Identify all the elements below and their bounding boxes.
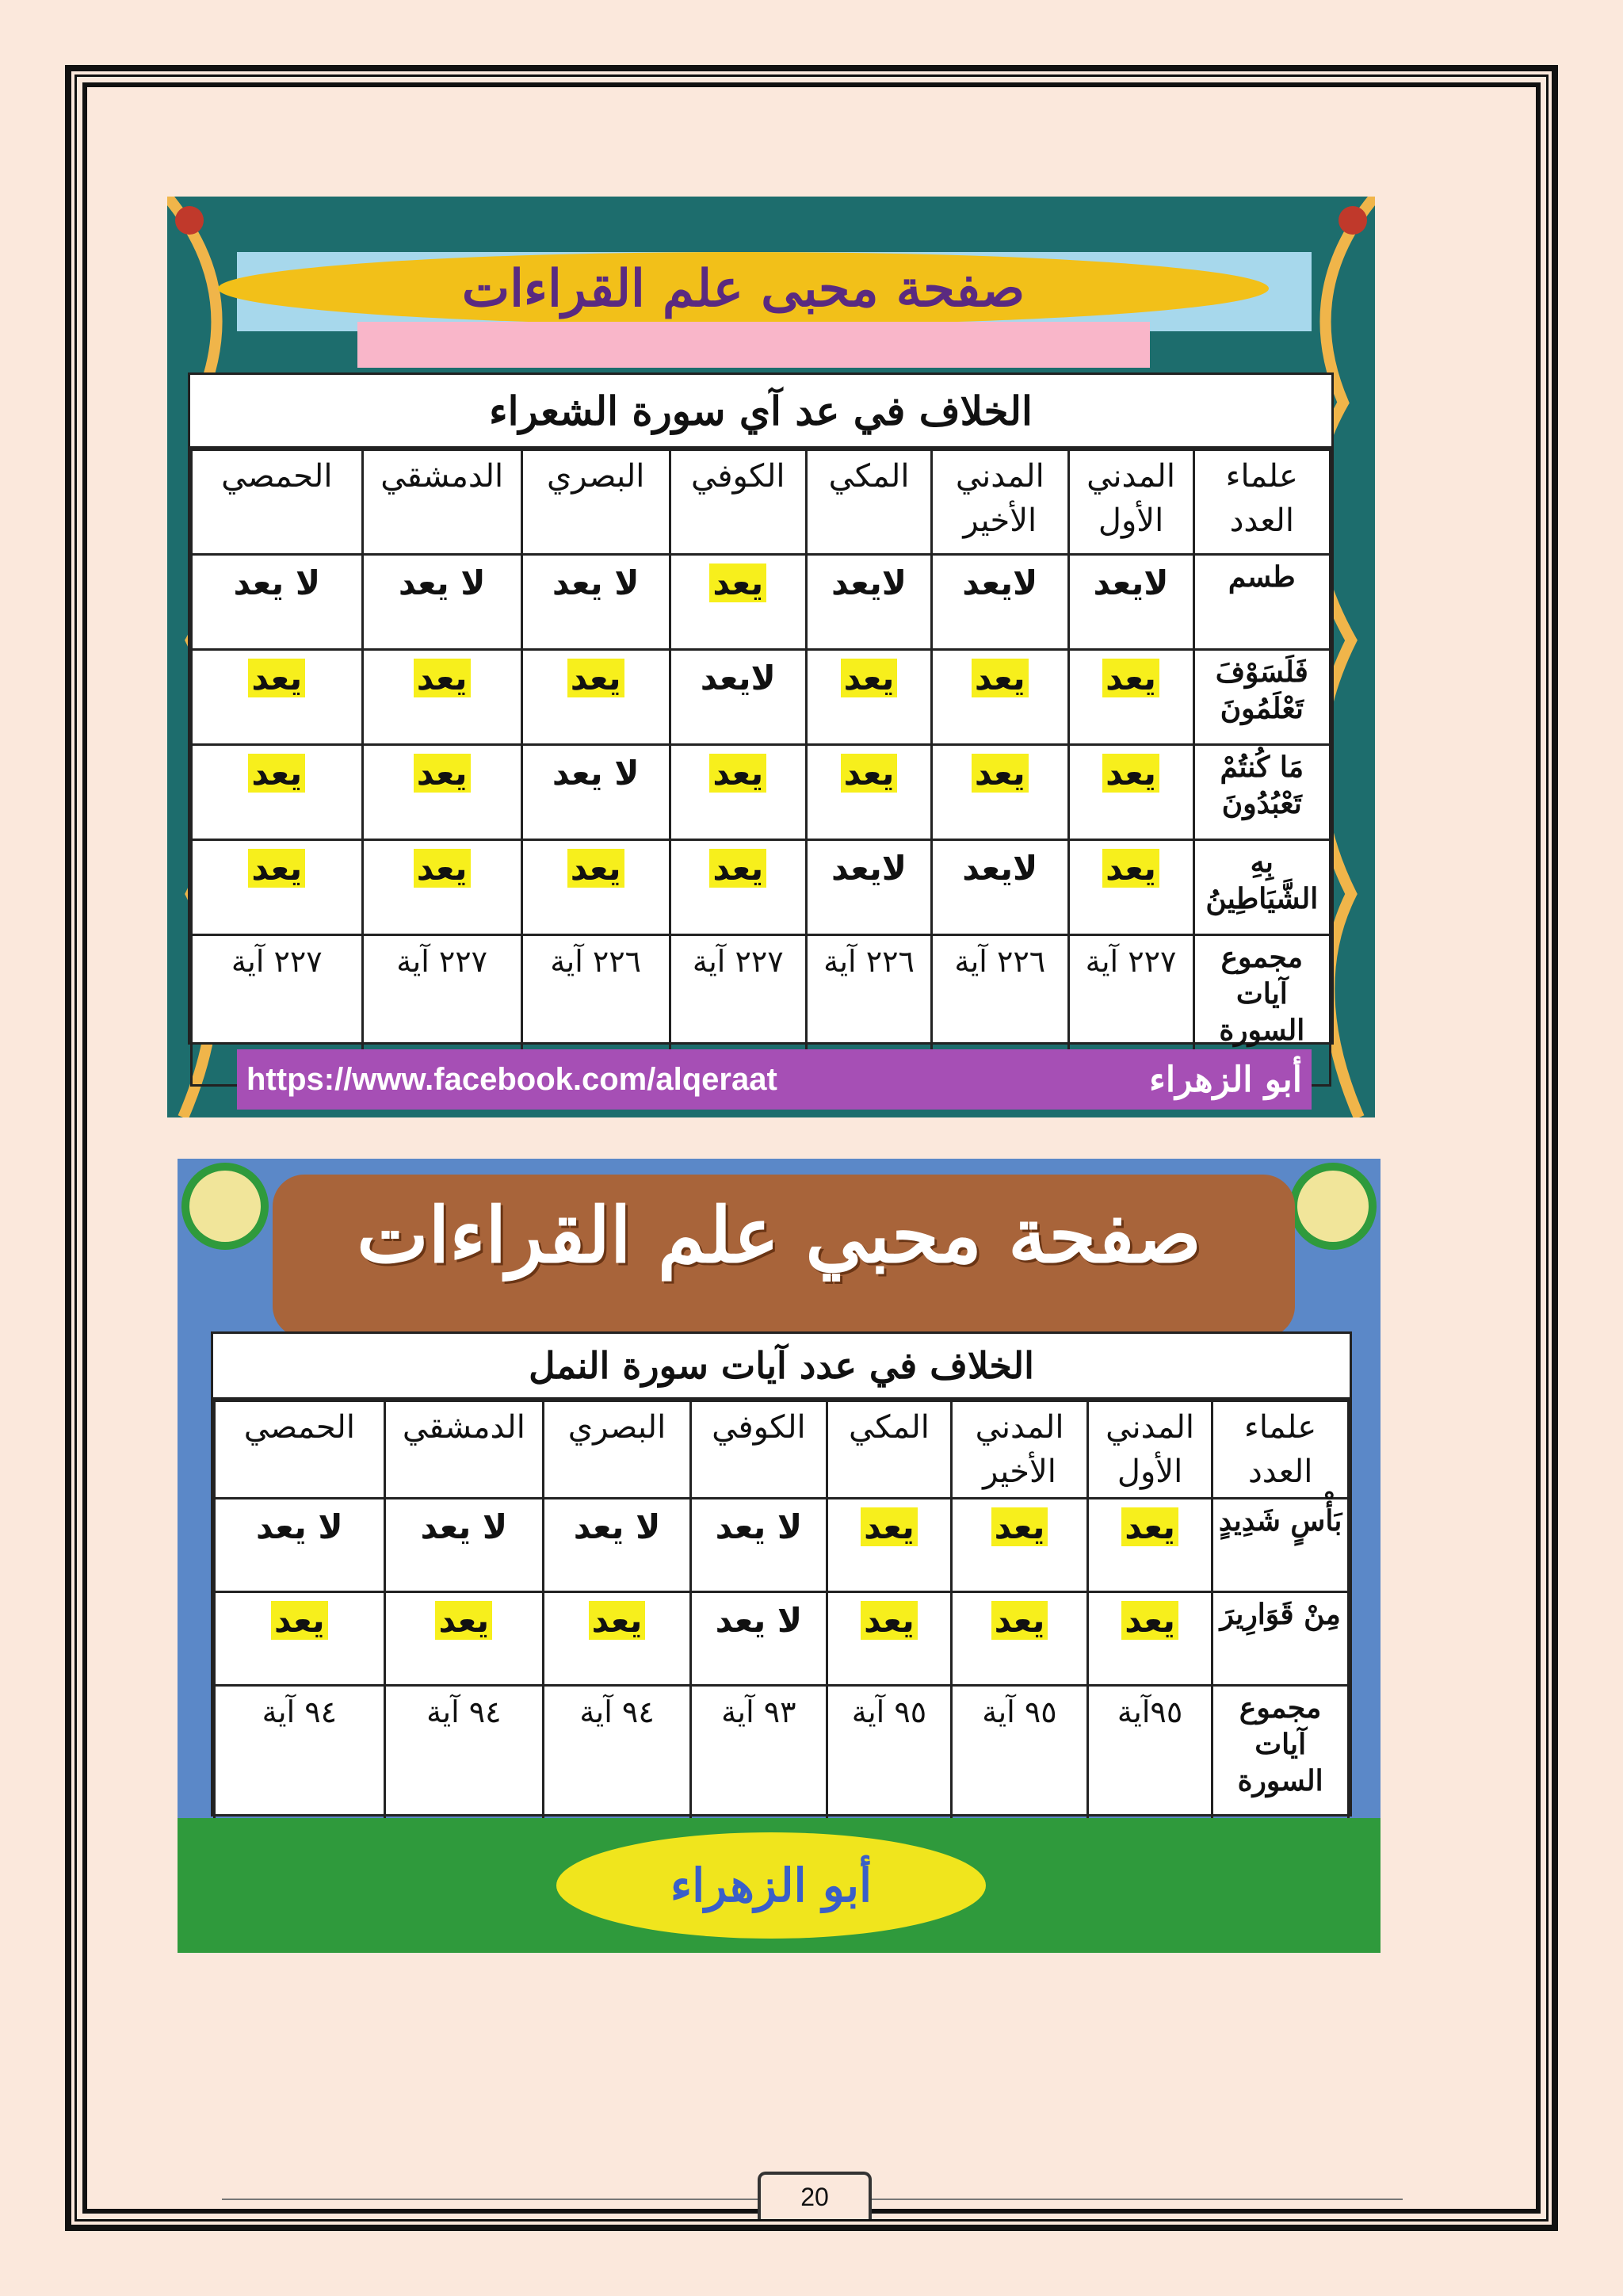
counts-badge: يعد — [991, 1507, 1048, 1546]
verse-total: ٩٤ آية — [426, 1694, 502, 1729]
not-counted-label: لا يعد — [398, 563, 486, 602]
counts-badge: يعد — [1102, 659, 1159, 697]
not-counted-label: لا يعد — [256, 1507, 343, 1546]
counts-badge: يعد — [414, 659, 471, 697]
counts-badge: يعد — [972, 659, 1029, 697]
count-cell — [691, 1499, 827, 1592]
verse-total: ٩٣ آية — [721, 1694, 796, 1729]
counts-badge: يعد — [567, 849, 624, 888]
count-cell — [691, 1686, 827, 1820]
table-row — [215, 1592, 1349, 1686]
column-header: الحمصي — [215, 1401, 385, 1499]
count-cell — [384, 1686, 543, 1820]
counts-badge: يعد — [435, 1601, 492, 1640]
column-header: علماء العدد — [1193, 450, 1330, 555]
column-header: الكوفي — [691, 1401, 827, 1499]
counts-badge: يعد — [414, 849, 471, 888]
page-number: 20 — [758, 2172, 872, 2219]
table-row — [215, 1686, 1349, 1820]
counts-badge: يعد — [709, 754, 766, 793]
not-counted-label: لايعد — [700, 659, 776, 697]
facebook-link[interactable]: https://www.facebook.com/alqeraat — [246, 1061, 777, 1097]
count-cell — [192, 745, 363, 840]
verse-total: ٢٢٧ آية — [692, 944, 784, 979]
not-counted-label: لا يعد — [552, 563, 640, 602]
count-cell — [521, 650, 670, 745]
count-cell — [521, 745, 670, 840]
column-header: المكي — [807, 450, 932, 555]
calligraphy-logo — [556, 1832, 986, 1939]
counts-badge: يعد — [841, 754, 898, 793]
count-cell — [952, 1592, 1088, 1686]
row-label: مَا كُنتُمْ تَعْبُدُونَ — [1193, 745, 1330, 840]
verse-total: ٩٤ آية — [262, 1694, 338, 1729]
not-counted-label: لايعد — [1093, 563, 1169, 602]
count-cell — [544, 1499, 691, 1592]
count-cell — [807, 555, 932, 650]
counts-badge: يعد — [248, 754, 305, 793]
row-label: بِهِ الشَّيَاطِينُ — [1193, 840, 1330, 935]
not-counted-label: لا يعد — [420, 1507, 508, 1546]
count-cell — [670, 745, 806, 840]
count-cell — [807, 840, 932, 935]
count-cell — [827, 1686, 951, 1820]
count-cell — [1068, 555, 1193, 650]
row-label: مجموع آيات السورة — [1193, 935, 1330, 1086]
count-cell — [1068, 840, 1193, 935]
table-row — [192, 840, 1331, 935]
counts-badge: يعد — [1102, 849, 1159, 888]
column-header: المدني الأخير — [952, 1401, 1088, 1499]
banner-subbar — [357, 322, 1150, 368]
count-cell — [192, 650, 363, 745]
counts-badge: يعد — [414, 754, 471, 793]
column-header: علماء العدد — [1212, 1401, 1349, 1499]
count-cell — [362, 745, 521, 840]
verse-total: ٢٢٧ آية — [396, 944, 488, 979]
verse-total: ٩٥آية — [1117, 1694, 1183, 1729]
count-cell — [1087, 1499, 1212, 1592]
counts-badge: يعد — [861, 1601, 918, 1640]
count-cell — [670, 650, 806, 745]
count-cell — [192, 840, 363, 935]
column-header: الدمشقي — [384, 1401, 543, 1499]
row-label: بَأْسٍ شَدِيدٍ — [1212, 1499, 1349, 1592]
shuara-table — [188, 372, 1334, 1045]
column-header: المدني الأول — [1068, 450, 1193, 555]
count-cell — [362, 650, 521, 745]
count-cell — [827, 1499, 951, 1592]
table-row — [192, 555, 1331, 650]
counts-badge: يعد — [1121, 1507, 1178, 1546]
count-cell — [827, 1592, 951, 1686]
counts-badge: يعد — [248, 849, 305, 888]
counts-badge: يعد — [1102, 754, 1159, 793]
count-cell — [952, 1686, 1088, 1820]
row-label: مِنْ قَوَارِيرَ — [1212, 1592, 1349, 1686]
not-counted-label: لايعد — [831, 563, 907, 602]
counts-badge: يعد — [861, 1507, 918, 1546]
column-header: المكي — [827, 1401, 951, 1499]
author-name: أبو الزهراء — [1149, 1059, 1302, 1100]
not-counted-label: لا يعد — [573, 1507, 661, 1546]
footer-bar — [237, 1049, 1312, 1110]
not-counted-label: لايعد — [831, 849, 907, 888]
table-row — [215, 1499, 1349, 1592]
banner-title: صفحة محبى علم القراءات — [461, 258, 1025, 319]
counts-badge: يعد — [567, 659, 624, 697]
count-cell — [521, 840, 670, 935]
count-cell — [952, 1499, 1088, 1592]
count-cell — [1068, 650, 1193, 745]
not-counted-label: لا يعد — [233, 563, 321, 602]
shuara-verse-count-card — [167, 197, 1375, 1117]
logo-text: أبو الزهراء — [670, 1859, 873, 1912]
count-cell — [807, 745, 932, 840]
not-counted-label: لا يعد — [552, 754, 640, 793]
count-cell — [215, 1686, 385, 1820]
column-header: المدني الأول — [1087, 1401, 1212, 1499]
table-row — [192, 745, 1331, 840]
naml-verse-count-card — [178, 1159, 1381, 1953]
count-cell — [384, 1499, 543, 1592]
not-counted-label: لايعد — [962, 563, 1038, 602]
not-counted-label: لايعد — [962, 849, 1038, 888]
count-cell — [932, 650, 1068, 745]
counts-badge: يعد — [1121, 1601, 1178, 1640]
count-cell — [192, 555, 363, 650]
counts-badge: يعد — [248, 659, 305, 697]
naml-table — [211, 1331, 1352, 1817]
counts-badge: يعد — [709, 563, 766, 602]
count-cell — [215, 1499, 385, 1592]
column-header: الدمشقي — [362, 450, 521, 555]
count-cell — [1068, 745, 1193, 840]
column-header: البصري — [521, 450, 670, 555]
count-cell — [691, 1592, 827, 1686]
table-row — [192, 650, 1331, 745]
verse-total: ٩٥ آية — [851, 1694, 927, 1729]
verse-total: ٩٥ آية — [982, 1694, 1057, 1729]
verse-total: ٩٤ آية — [579, 1694, 655, 1729]
count-cell — [1087, 1592, 1212, 1686]
count-cell — [932, 555, 1068, 650]
not-counted-label: لا يعد — [715, 1601, 803, 1640]
count-cell — [544, 1592, 691, 1686]
count-cell — [362, 840, 521, 935]
table-title: الخلاف في عدد آيات سورة النمل — [213, 1334, 1350, 1400]
verse-total: ٢٢٧ آية — [1085, 944, 1177, 979]
counts-badge: يعد — [271, 1601, 328, 1640]
count-cell — [807, 650, 932, 745]
banner-title: صفحة محبي علم القراءات — [357, 1190, 1201, 1280]
counts-badge: يعد — [709, 849, 766, 888]
count-cell — [670, 555, 806, 650]
count-cell — [1087, 1686, 1212, 1820]
verse-total: ٢٢٦ آية — [823, 944, 915, 979]
verse-total: ٢٢٦ آية — [550, 944, 642, 979]
count-cell — [384, 1592, 543, 1686]
verse-total: ٢٢٦ آية — [954, 944, 1046, 979]
verse-total: ٢٢٧ آية — [231, 944, 323, 979]
count-cell — [932, 840, 1068, 935]
column-header: البصري — [544, 1401, 691, 1499]
verse-grid — [190, 449, 1331, 1087]
column-header: المدني الأخير — [932, 450, 1068, 555]
count-cell — [670, 840, 806, 935]
row-label: طسم — [1193, 555, 1330, 650]
banner — [218, 252, 1269, 325]
table-title: الخلاف في عد آي سورة الشعراء — [190, 375, 1331, 449]
column-header: الكوفي — [670, 450, 806, 555]
verse-grid — [213, 1400, 1350, 1821]
row-label: مجموع آيات السورة — [1212, 1686, 1349, 1820]
column-header: الحمصي — [192, 450, 363, 555]
row-label: فَلَسَوْفَ تَعْلَمُونَ — [1193, 650, 1330, 745]
counts-badge: يعد — [841, 659, 898, 697]
count-cell — [215, 1592, 385, 1686]
count-cell — [544, 1686, 691, 1820]
counts-badge: يعد — [972, 754, 1029, 793]
count-cell — [521, 555, 670, 650]
counts-badge: يعد — [991, 1601, 1048, 1640]
counts-badge: يعد — [589, 1601, 646, 1640]
count-cell — [362, 555, 521, 650]
count-cell — [932, 745, 1068, 840]
not-counted-label: لا يعد — [715, 1507, 803, 1546]
